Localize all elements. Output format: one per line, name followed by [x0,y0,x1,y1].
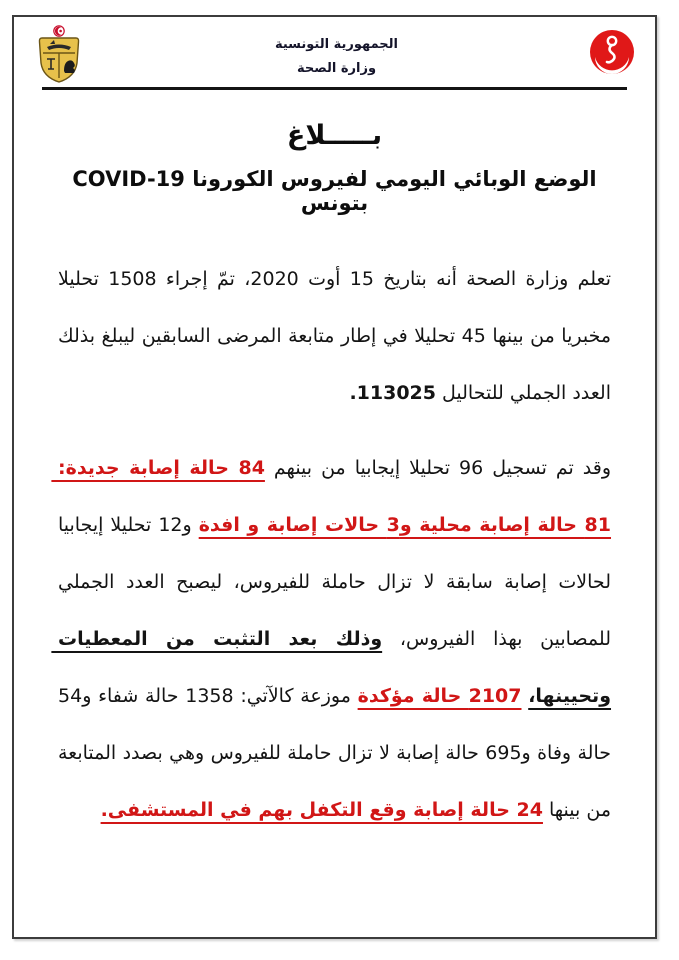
header-title-block [84,25,589,76]
text-run-normal: وقد تم تسجيل 96 تحليلا إيجابيا من بينهم [264,457,612,479]
text-run-bold-underline: وذلك بعد التثبت من المعطيات وتحيينها، [51,628,612,707]
paragraph-lab-tests [51,251,612,422]
communique-subtitle: الوضع الوبائي اليومي لفيروس الكورونا COVID-19 بتونس [72,167,597,215]
text-run-red-bold-underline: 2107 حالة مؤكدة [357,685,522,707]
communique-title: بـــــلاغ [286,120,383,151]
text-run-normal: تعلم وزارة الصحة أنه بتاريخ 15 أوت 2020، تمّ إجراء 1508 تحليلا مخبريا من بينها 45 تحليلا في إطار متابعة المرضى السابقين ليبلغ بذلك العدد الجملي للتحاليل [51,268,612,404]
paragraph-cases-breakdown [51,440,612,839]
ministry-of-health-logo-icon [589,29,635,75]
text-run-red-bold-underline: 84 حالة إصابة جديدة: 81 حالة إصابة محلية و3 حالات إصابة و افدة [51,457,611,536]
document-body [14,120,655,839]
header-divider [42,87,627,90]
text-run-bold: . [349,382,357,404]
text-run-bold: 113025 [356,382,436,404]
document-header [14,17,655,85]
document-sheet [12,15,657,939]
tunisia-coat-of-arms-icon [34,25,84,83]
text-run-red-bold-underline: 24 حالة إصابة وقع التكفل بهم في المستشفى. [100,799,543,821]
republic-title: الجمهورية التونسية [274,37,399,52]
text-run-normal: موزعة كالآتي: 1358 حالة شفاء و54 حالة وفاة و695 حالة إصابة لا تزال حاملة للفيروس وهي بصدد المتابعة من بينها [51,685,611,821]
text-run-normal: و12 تحليلا إيجابيا لحالات إصابة سابقة لا تزال حاملة للفيروس، ليصبح العدد الجملي للمصابين بهذا الفيروس، [51,514,611,650]
ministry-title: وزارة الصحة [296,61,377,76]
